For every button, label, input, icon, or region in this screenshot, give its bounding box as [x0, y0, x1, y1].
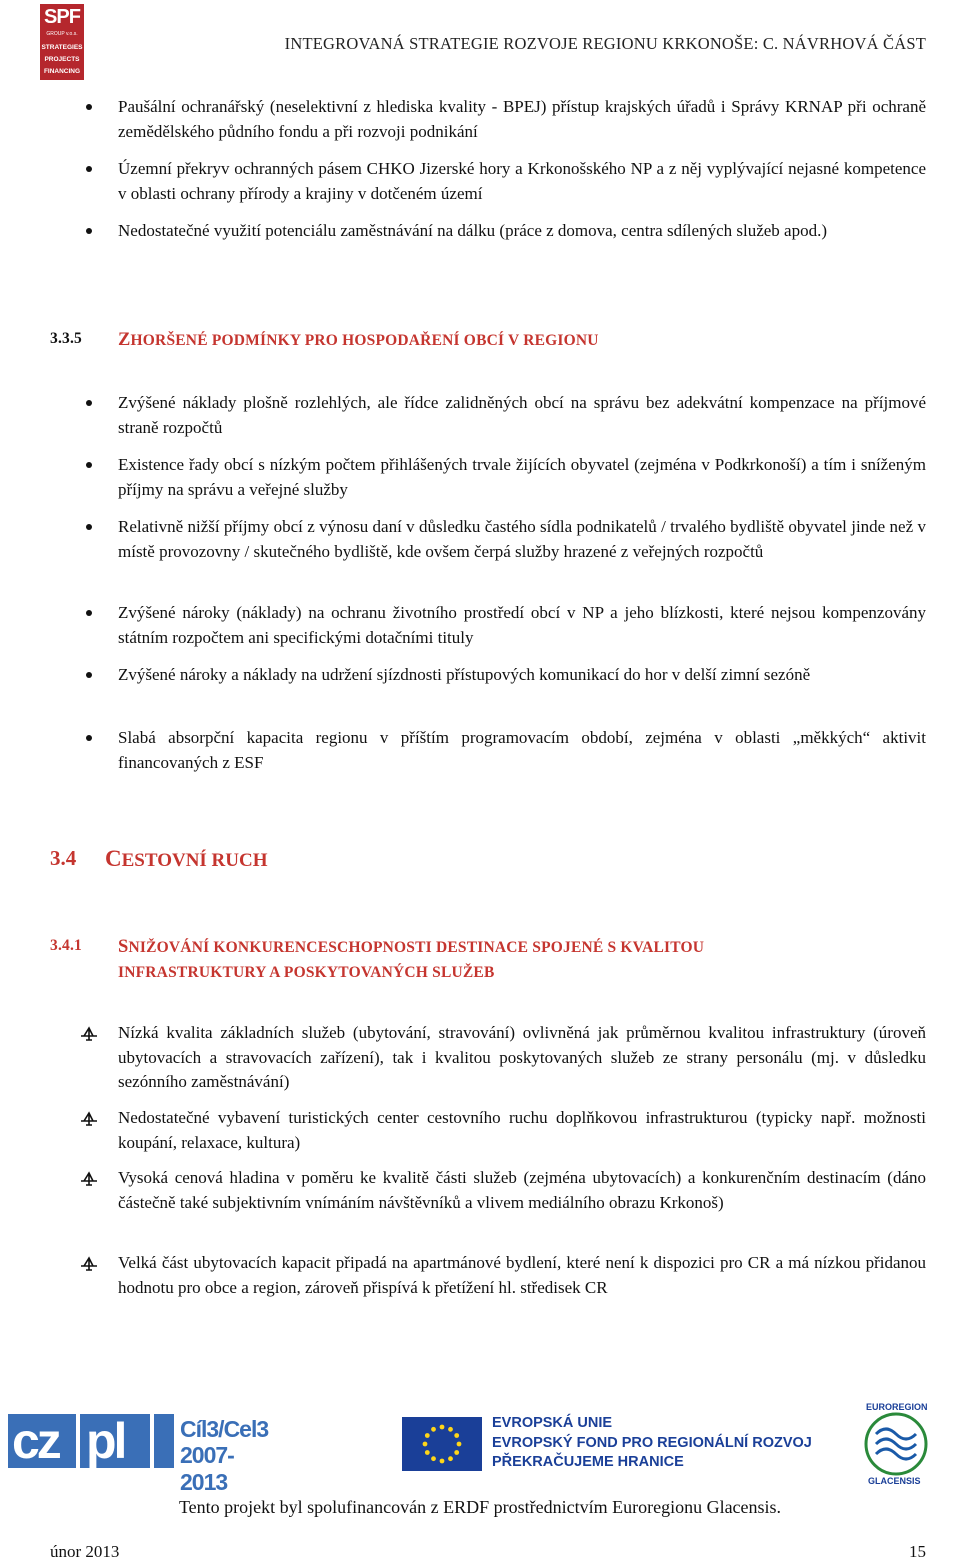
list-item: Zvýšené nároky (náklady) na ochranu životního prostředí obcí v NP a jeho blízkosti, které nejsou kompenzovány státním rozpočtem ani specifickými dotačními tituly — [118, 603, 926, 647]
euroregion-bottom-text: GLACENSIS — [868, 1476, 921, 1486]
list-item: Relativně nižší příjmy obcí z výnosu daní v důsledku častého sídla podnikatelů / trvalého bydliště obyvatel jinde než v místě provozovny / skutečného bydliště, kde ovšem čerpá služby hrazené z veřejných rozpočtů — [118, 517, 926, 561]
bullet-dot — [86, 524, 92, 530]
bullet-dot — [86, 610, 92, 616]
document-header-title: INTEGROVANÁ STRATEGIE ROZVOJE REGIONU KRKONOŠE: C. NÁVRHOVÁ ČÁST — [284, 34, 926, 53]
period-text: 2007-2013 — [180, 1442, 234, 1495]
bullet-dot — [86, 228, 92, 234]
logo-line: STRATEGIES — [41, 44, 83, 51]
list-item: Zvýšené náklady plošně rozlehlých, ale řídce zalidněných obcí na správu bez adekvátní kompenzace na příjmové straně rozpočtů — [118, 393, 926, 437]
title-word: KONKURENCESCHOPNOSTI — [213, 939, 436, 956]
title-initial: S — [118, 937, 129, 957]
airplane-icon — [80, 1170, 98, 1186]
title-rest: HORŠENÉ PODMÍNKY PRO HOSPODAŘENÍ OBCÍ V REGIONU — [130, 332, 599, 349]
section-number: 3.3.5 — [50, 330, 82, 347]
list-item: Nedostatečné vybavení turistických center cestovního ruchu doplňkovou infrastrukturou (typicky např. možnosti koupání, relaxace, kultura) — [118, 1108, 926, 1152]
section-title — [118, 330, 599, 351]
euroregion-emblem-icon — [838, 1400, 954, 1486]
list-item: Paušální ochranářský (neselektivní z hlediska kvality - BPEJ) přístup krajských úřadů i Správy KRNAP při ochraně zemědělského půdního fondu a při rozvoji podnikání — [118, 97, 926, 141]
funding-note: Tento projekt byl spolufinancován z ERDF prostřednictvím Euroregionu Glacensis. — [178, 1497, 782, 1517]
list-item: Existence řady obcí s nízkým počtem přihlášených trvale žijících obyvatel (zejména v Podkrkonoší) a tím i sníženým příjmy na správu a veřejné služby — [118, 455, 926, 499]
section-title-line-1 — [118, 937, 704, 958]
list-item: Vysoká cenová hladina v poměru ke kvalitě části služeb (zejména ubytovacích) a konkurenčním destinacím (dáno částečně také subjektivním vnímáním návštěvníků a vlivem mediálního obrazu Krkonoš) — [118, 1168, 926, 1212]
eu-line: PŘEKRAČUJEME HRANICE — [492, 1454, 684, 1470]
goal-text: Cíl3/Cel3 — [180, 1416, 269, 1442]
bullet-dot — [86, 672, 92, 678]
pl-block — [80, 1414, 150, 1468]
title-initial: Z — [118, 330, 131, 350]
airplane-icon — [80, 1110, 98, 1126]
section-heading-3-4-1 — [50, 937, 930, 989]
section-number: 3.4 — [50, 846, 77, 870]
list-item: Velká část ubytovacích kapacit připadá na apartmánové bydlení, které není k dispozici pro CR a má nízkou přidanou hodnotu pro obce a region, zároveň přispívá k přetížení hl. středisek CR — [118, 1253, 926, 1297]
list-item: Nízká kvalita základních služeb (ubytování, stravování) ovlivněná jak průměrnou kvalitou infrastruktury (úroveň ubytovacích a stravovacích zařízení), tak i kvalitou poskytovaných služeb ze strany personálu (mj. v důsledku sezónního zaměstnávání) — [118, 1023, 926, 1091]
pl-text: pl — [86, 1413, 125, 1469]
bullet-dot — [86, 462, 92, 468]
euroregion-glacensis-logo — [838, 1400, 954, 1486]
bullet-dot — [86, 400, 92, 406]
bar-block — [154, 1414, 174, 1468]
eu-flag-icon — [402, 1417, 482, 1471]
airplane-icon — [80, 1255, 98, 1271]
bullet-dot — [86, 166, 92, 172]
section-title — [105, 846, 268, 872]
title-initial: C — [105, 846, 122, 871]
title-word: SPOJENÉ S — [532, 939, 621, 956]
cz-text: cz — [12, 1413, 59, 1469]
list-item: Nedostatečné využití potenciálu zaměstnávání na dálku (práce z domova, centra sdílených služeb apod.) — [118, 221, 827, 240]
eu-funding-text — [492, 1414, 812, 1473]
section-number: 3.4.1 — [50, 937, 82, 954]
eu-line: EVROPSKÁ UNIE — [492, 1415, 613, 1431]
section-heading-3-4 — [50, 846, 450, 876]
title-rest: ESTOVNÍ RUCH — [121, 850, 268, 871]
euroregion-top-text: EUROREGION — [866, 1402, 928, 1412]
section-heading-3-3-5 — [50, 330, 930, 352]
airplane-icon — [80, 1025, 98, 1041]
title-word: NIŽOVÁNÍ — [128, 939, 214, 956]
cz-block — [8, 1414, 76, 1468]
list-item: Územní překryv ochranných pásem CHKO Jizerské hory a Krkonošského NP a z něj vyplývající nejasné kompetence v oblasti ochrany přírody a krajiny v dotčeném území — [118, 159, 926, 203]
footer-date: únor 2013 — [50, 1542, 120, 1561]
spf-logo — [40, 4, 84, 80]
section-title-line-2: INFRASTRUKTURY A POSKYTOVANÝCH SLUŽEB — [118, 964, 495, 981]
logo-line: FINANCING — [43, 68, 81, 75]
bullet-dot — [86, 104, 92, 110]
czpl-program-logo — [8, 1410, 273, 1495]
title-word: KVALITOU — [620, 939, 705, 956]
bullet-dot — [86, 735, 92, 741]
eu-line: EVROPSKÝ FOND PRO REGIONÁLNÍ ROZVOJ — [492, 1434, 812, 1451]
logo-mark: SPF — [44, 6, 80, 28]
list-item: Slabá absorpční kapacita regionu v příštím programovacím období, zejména v oblasti „měkkých“ aktivit financovaných z ESF — [118, 728, 926, 772]
list-item: Zvýšené nároky a náklady na udržení sjízdnosti přístupových komunikací do hor v delší zimní sezóně — [118, 665, 811, 684]
logo-line: PROJECTS — [44, 56, 80, 63]
page-number: 15 — [909, 1542, 926, 1561]
logo-subtitle: GROUP v.o.s. — [46, 31, 78, 37]
title-word: DESTINACE — [435, 939, 533, 956]
